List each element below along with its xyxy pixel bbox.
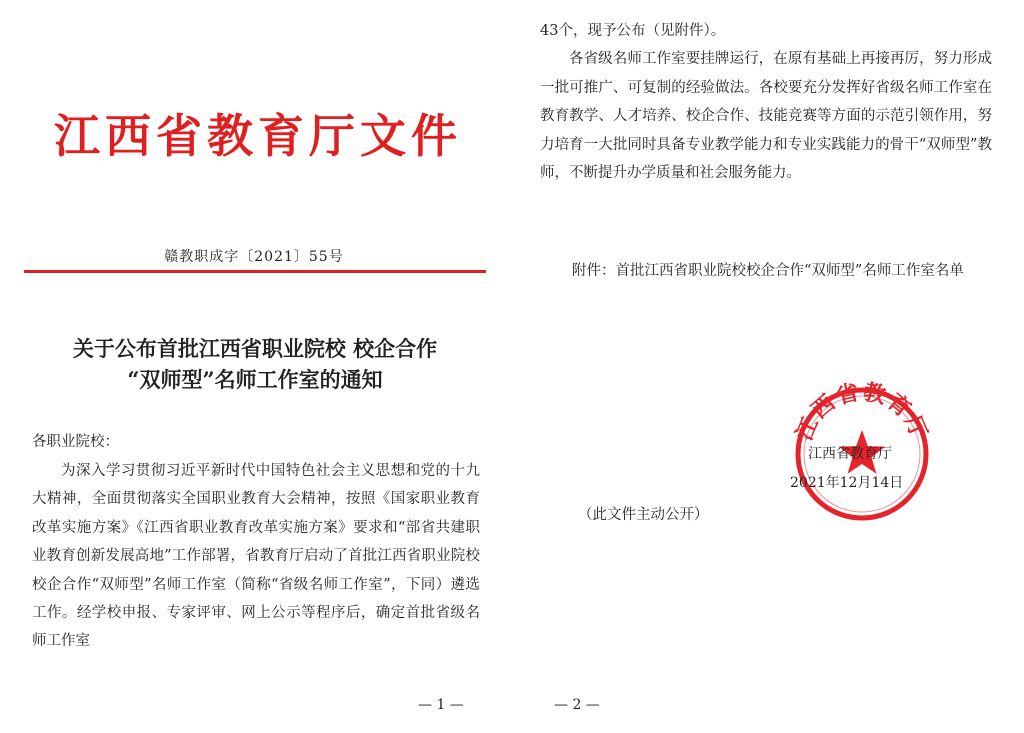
attachment-note xyxy=(572,257,992,285)
page-number-1: — 1 — xyxy=(418,697,464,713)
attachment-label: 附件： xyxy=(572,263,616,279)
paragraph-continued: 43个，现予公布（见附件）。 xyxy=(540,23,726,39)
paragraph-1: 为深入学习贯彻习近平新时代中国特色社会主义思想和党的十九大精神，全面贯彻落实全国职业教育大会精神，按照《国家职业教育改革实施方案》《江西省职业教育改革实施方案》要求和“部省共建职业教育创新发展高地”工作部署，省教育厅启动了首批江西省职业院校校企合作“双师型”名师工作室（简称“省级名师工作室”，下同）遴选工作。经学校申报、专家评审、网上公示等程序后，确定首批省级名师工作室 xyxy=(32,463,480,650)
paragraph-2: 各省级名师工作室要挂牌运行，在原有基础上再接再厉，努力形成一批可推广、可复制的经验做法。各校要充分发挥好省级名师工作室在教育教学、人才培养、校企合作、技能竞赛等方面的示范引领作用，努力培育一大批同时具备专业教学能力和专业实践能力的骨干“双师型”教师，不断提升办学质量和社会服务能力。 xyxy=(540,51,992,182)
red-divider xyxy=(24,270,486,273)
page-number-2: — 2 — xyxy=(554,697,600,713)
salutation: 各职业院校： xyxy=(32,434,119,450)
attachment-text: 首批江西省职业院校校企合作“双师型”名师工作室名单 xyxy=(615,263,964,279)
body-continued xyxy=(540,17,992,187)
title-line-2: “双师型”名师工作室的通知 xyxy=(127,367,383,392)
seal-arc-text: 江西省教育厅 xyxy=(792,380,932,445)
document-number: 赣教职成字〔2021〕55号 xyxy=(164,249,344,265)
issuing-org: 江西省教育厅 xyxy=(808,446,892,462)
right-page xyxy=(512,0,1024,733)
issue-date: 2021年12月14日 xyxy=(790,475,904,491)
title-line-1: 关于公布首批江西省职业院校 校企合作 xyxy=(72,336,438,361)
public-note: （此文件主动公开） xyxy=(578,507,709,523)
document-header: 江西省教育厅文件 xyxy=(54,109,462,163)
document-title xyxy=(30,333,480,395)
